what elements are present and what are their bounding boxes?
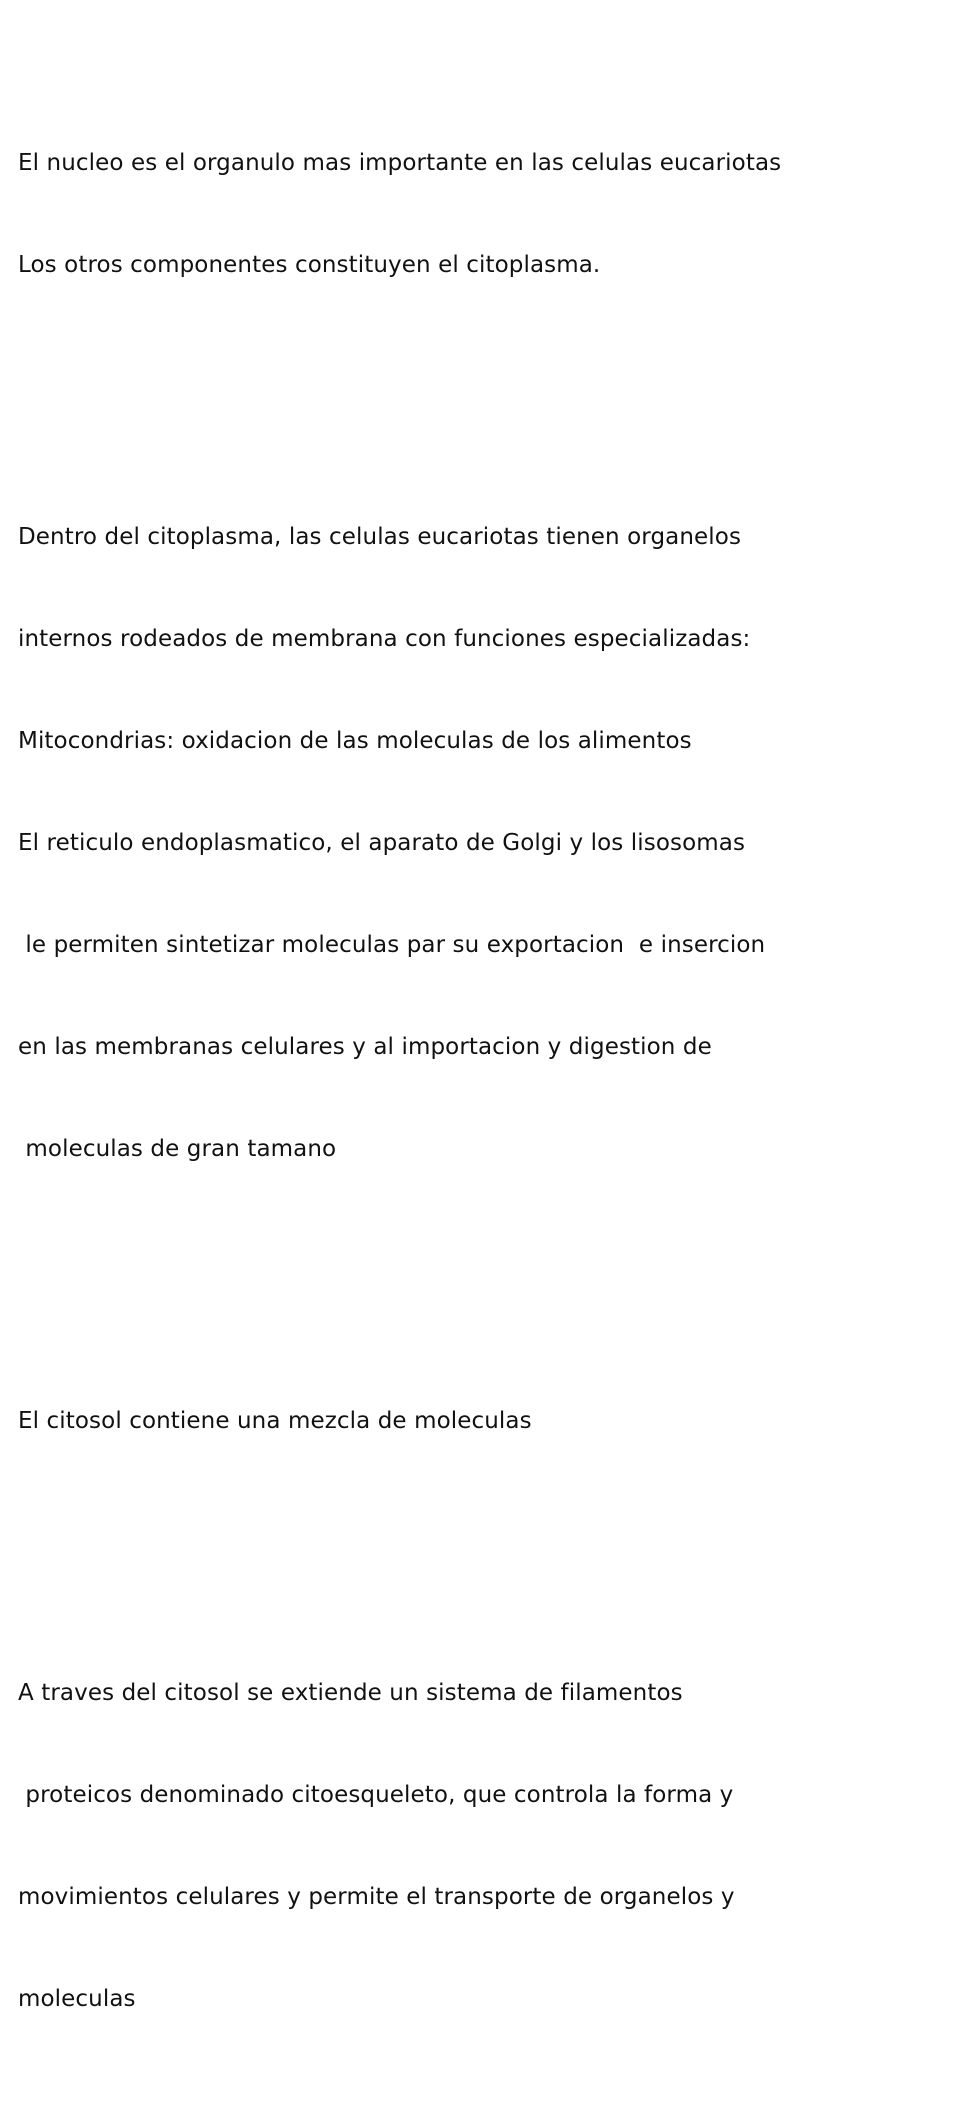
text-line: Mitocondrias: oxidacion de las moleculas de los alimentos <box>18 728 692 754</box>
text-line: le permiten sintetizar moleculas par su exportacion e insercion <box>18 932 766 958</box>
text-line: El citosol contiene una mezcla de moleculas <box>18 1408 532 1434</box>
text-line: internos rodeados de membrana con funciones especializadas: <box>18 626 751 652</box>
text-line: movimientos celulares y permite el transporte de organelos y <box>18 1884 735 1910</box>
text-line: Los otros componentes constituyen el citoplasma. <box>18 252 601 278</box>
text-line: El reticulo endoplasmatico, el aparato de Golgi y los lisosomas <box>18 830 746 856</box>
slide-text-body <box>18 44 958 2118</box>
paragraph-spacer <box>18 1268 958 1302</box>
paragraph-spacer <box>18 1540 958 1574</box>
text-line: moleculas de gran tamano <box>18 1136 337 1162</box>
text-line: Dentro del citoplasma, las celulas eucariotas tienen organelos <box>18 524 742 550</box>
text-line: moleculas <box>18 1986 136 2012</box>
text-line: A traves del citosol se extiende un sistema de filamentos <box>18 1680 683 1706</box>
paragraph-spacer <box>18 384 958 418</box>
text-line: El nucleo es el organulo mas importante en las celulas eucariotas <box>18 150 782 176</box>
text-line: en las membranas celulares y al importacion y digestion de <box>18 1034 712 1060</box>
text-line: proteicos denominado citoesqueleto, que controla la forma y <box>18 1782 734 1808</box>
